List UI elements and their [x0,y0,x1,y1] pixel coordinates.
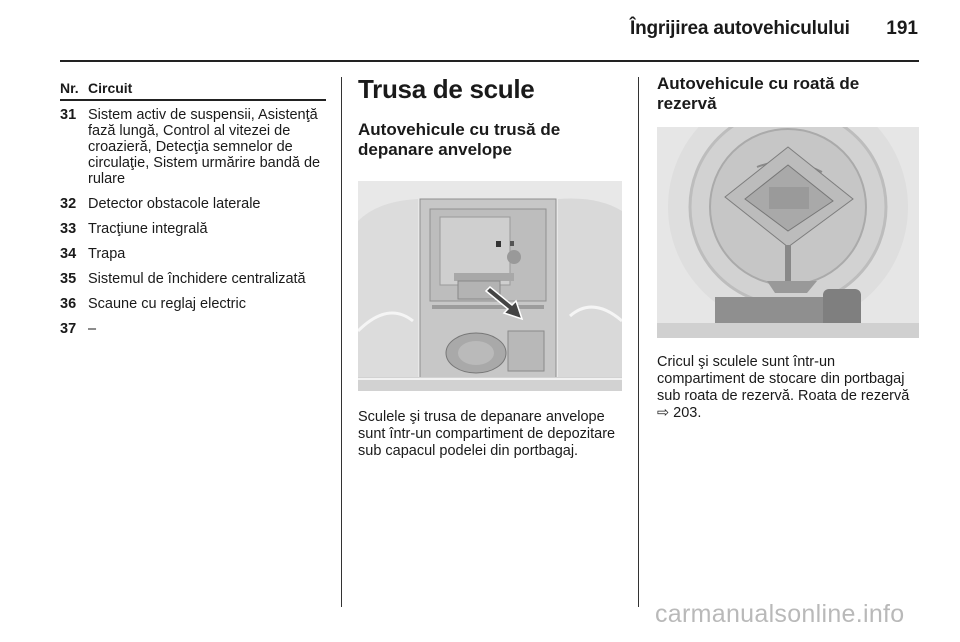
row-number: 32 [60,196,77,212]
table-row [60,246,326,262]
header-title: Îngrijirea autovehiculului [630,18,850,39]
column-divider [638,77,639,607]
spare-wheel-description: Cricul şi sculele sunt într-un compartiment de stocare din portbagaj sub roata de rezervă. Roata de rezervă ⇨ 203. [657,354,910,421]
spare-wheel-illustration [657,127,919,338]
row-number: 35 [60,271,77,287]
row-number: 34 [60,246,77,262]
watermark: carmanualsonline.info [655,600,905,628]
row-description: – [88,321,97,337]
table-row [60,196,326,212]
tools-section [358,74,622,160]
column-header-circuit: Circuit [88,80,133,96]
page-number: 191 [886,18,918,39]
section-title: Trusa de scule [358,74,535,104]
table-row [60,296,326,312]
table-row [60,107,326,187]
header-rule [60,60,919,62]
row-number: 33 [60,221,77,237]
toolkit-illustration [358,181,622,391]
circuit-table [60,80,326,346]
row-description: Sistem activ de suspensii, Asistenţă fază lungă, Control al vitezei de croazieră, Detecţia semnelor de circulaţie, Sistem urmărire bandă de rulare [88,107,321,187]
row-description: Tracţiune integrală [88,221,208,237]
table-row [60,321,326,337]
column-divider [341,77,342,607]
table-header [60,80,326,97]
section-subtitle: Autovehicule cu trusă de depanare anvelope [358,120,561,159]
table-row [60,271,326,287]
row-description: Sistemul de închidere centralizată [88,271,306,287]
column-header-nr: Nr. [60,80,79,96]
row-number: 37 [60,321,77,337]
section-subtitle: Autovehicule cu roată de rezervă [657,74,860,113]
row-description: Detector obstacole laterale [88,196,261,212]
row-number: 36 [60,296,77,312]
table-header-rule [60,99,326,101]
row-description: Trapa [88,246,126,262]
table-row [60,221,326,237]
spare-wheel-section [657,74,921,114]
row-number: 31 [60,107,77,123]
tools-description: Sculele şi trusa de depanare anvelope sunt într-un compartiment de depozitare sub capacul podelei din portbagaj. [358,409,616,459]
row-description: Scaune cu reglaj electric [88,296,246,312]
